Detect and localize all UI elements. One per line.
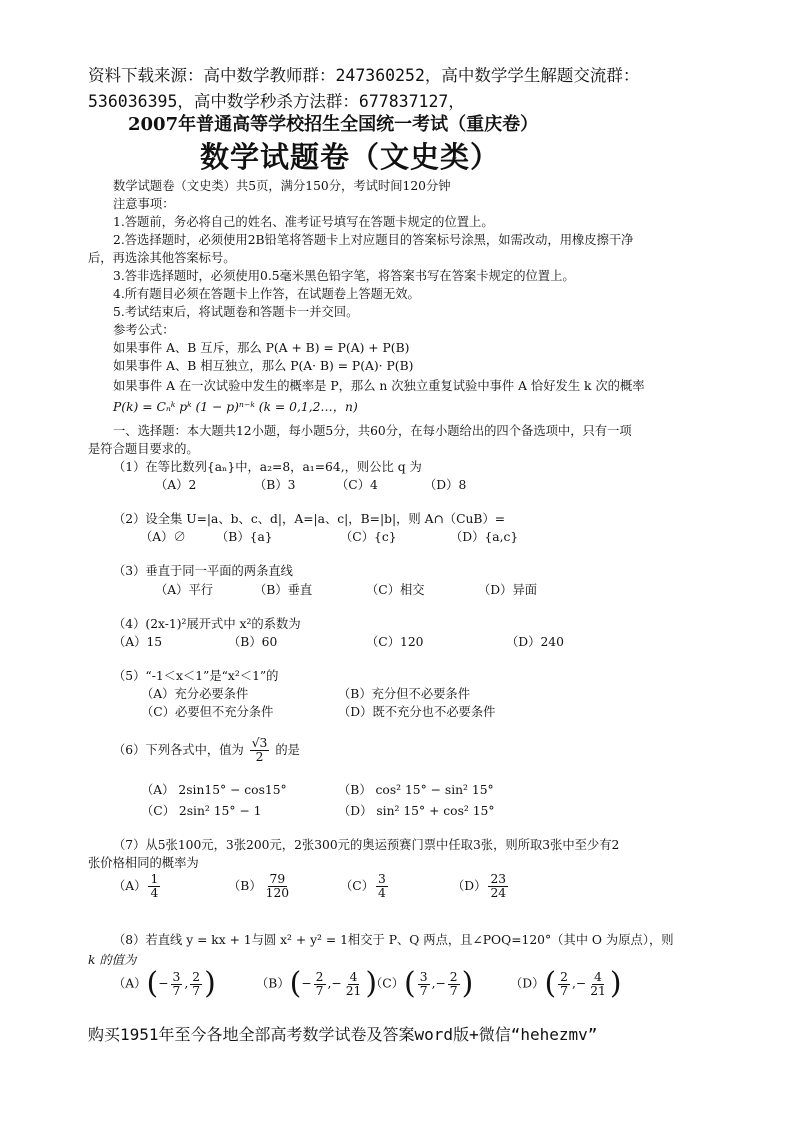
q5-option-d: （D）既不充分也不必要条件 xyxy=(338,705,496,719)
q8-b-comma: , xyxy=(327,976,332,991)
q6-frac-den: 2 xyxy=(255,749,264,764)
q8-a-comma: , xyxy=(184,976,189,991)
q7-c-num: 3 xyxy=(378,872,386,886)
q8-b2-num: 4 xyxy=(349,969,358,984)
q5-option-a: （A）充分必要条件 xyxy=(141,687,249,701)
q7-c-den: 4 xyxy=(378,885,386,900)
formula-title: 参考公式： xyxy=(113,323,175,337)
q8-c-label: （C） xyxy=(370,976,405,991)
q6-option-c: （C） 2sin² 15° − 1 xyxy=(141,804,262,818)
q4-option-c: （C）120 xyxy=(366,635,424,649)
q1-option-c: （C）4 xyxy=(336,478,378,492)
q7-d-den: 24 xyxy=(490,885,507,900)
q8-a2-den: 7 xyxy=(192,983,201,998)
q8-c-frac-1 xyxy=(418,971,430,998)
q8-a-label: （A） xyxy=(113,976,147,991)
q8-d1-den: 7 xyxy=(560,983,568,998)
q6-frac-num: √3 xyxy=(251,736,268,750)
q4-stem: （4）(2x-1)²展开式中 x²的系数为 xyxy=(113,617,301,631)
q2-option-c: （C）{c} xyxy=(340,530,397,544)
q8-c-frac-2 xyxy=(448,971,460,998)
exam-subtitle: 数学试题卷（文史类） xyxy=(200,140,501,174)
q7-d-num: 23 xyxy=(490,872,507,886)
q8-c-rparen: ) xyxy=(461,966,474,1001)
formula-4: P(k) = Cₙᵏ pᵏ (1 − p)ⁿ⁻ᵏ (k = 0,1,2…，n) xyxy=(113,400,358,414)
q8-c2-den: 7 xyxy=(449,983,458,998)
q4-option-d: （D）240 xyxy=(506,635,564,649)
q7-c-frac xyxy=(376,873,388,900)
q8-d-comma: , xyxy=(572,976,576,991)
q6-option-a: （A） 2sin15° − cos15° xyxy=(141,783,287,797)
q7-a-num: 1 xyxy=(150,872,159,886)
q4-option-b: （B）60 xyxy=(228,635,278,649)
q5-option-b: （B）充分但不必要条件 xyxy=(338,687,471,701)
q7-b-label: （B） xyxy=(228,878,262,893)
q5-stem: （5）“-1＜x＜1”是“x²＜1”的 xyxy=(113,669,279,683)
formula-1: 如果事件 A、B 互斥，那么 P(A + B) = P(A) + P(B) xyxy=(113,341,410,355)
q8-d2-num: 4 xyxy=(594,969,602,984)
q7-option-c xyxy=(340,873,390,900)
q7-d-label: （D） xyxy=(452,878,487,893)
q6-stem-pre: （6）下列各式中，值为 xyxy=(113,742,244,757)
q8-b-label: （B） xyxy=(256,976,290,991)
footer-ad: 购买1951年至今各地全部高考数学试卷及答案word版+微信“hehezmv” xyxy=(88,1025,598,1044)
q8-b-minus: − xyxy=(301,976,312,991)
q7-c-label: （C） xyxy=(340,878,375,893)
q8-a-rparen: ) xyxy=(204,966,216,1001)
header-line-1: 资料下载来源：高中数学教师群：247360252，高中数学学生解题交流群： xyxy=(88,66,640,85)
q7-b-den: 120 xyxy=(265,885,290,900)
q7-b-frac xyxy=(264,873,291,900)
q7-line-1: （7）从5张100元，3张200元，2张300元的奥运预赛门票中任取3张，则所取3张中至少有2 xyxy=(113,838,620,852)
q7-d-frac xyxy=(488,873,508,900)
header-line-2: 536036395，高中数学秒杀方法群：677837127， xyxy=(88,92,465,111)
q2-option-a: （A）∅ xyxy=(140,530,186,544)
q8-c1-num: 3 xyxy=(419,969,428,984)
q6-fraction xyxy=(250,737,270,764)
q2-option-b: （B）{a} xyxy=(216,530,273,544)
q8-b-frac-1 xyxy=(314,971,326,998)
q7-option-a xyxy=(113,873,162,900)
q3-option-b: （B）垂直 xyxy=(254,583,313,597)
q8-option-b xyxy=(256,966,378,1001)
formula-3: 如果事件 A 在一次试验中发生的概率是 P，那么 n 次独立重复试验中事件 A 恰好发生 k 次的概率 xyxy=(113,379,645,393)
q8-line-1: （8）若直线 y = kx + 1与圆 x² + y² = 1相交于 P、Q 两点，且∠POQ=120°（其中 O 为原点），则 xyxy=(113,933,674,947)
q8-d1-num: 2 xyxy=(560,969,568,984)
note-4: 4.所有题目必须在答题卡上作答，在试题卷上答题无效。 xyxy=(113,287,420,301)
q7-option-b xyxy=(228,873,293,900)
q8-b-rparen: ) xyxy=(365,966,378,1001)
section-1-line-1: 一、选择题：本大题共12小题，每小题5分，共60分，在每小题给出的四个备选项中，只有一项 xyxy=(113,424,632,438)
q5-option-c: （C）必要但不充分条件 xyxy=(141,705,274,719)
q3-option-d: （D）异面 xyxy=(478,583,538,597)
note-2-cont: 后，再选涂其他答案标号。 xyxy=(88,251,236,265)
q8-line-2: k 的值为 xyxy=(88,953,137,967)
exam-info: 数学试题卷（文史类）共5页，满分150分，考试时间120分钟 xyxy=(113,179,451,193)
q8-a2-num: 2 xyxy=(192,969,201,984)
note-3: 3.答非选择题时，必须使用0.5毫米黑色铅字笔，将答案书写在答案卡规定的位置上。 xyxy=(113,269,575,283)
q8-b1-num: 2 xyxy=(315,969,324,984)
q8-d-frac-2 xyxy=(588,971,608,998)
q8-c-lparen: ( xyxy=(404,966,416,1001)
q8-d-label: （D） xyxy=(510,976,545,991)
q8-a-lparen: ( xyxy=(146,966,159,1001)
q7-option-d xyxy=(452,873,510,900)
q8-b1-den: 7 xyxy=(315,983,324,998)
q7-b-num: 79 xyxy=(269,872,286,886)
q7-a-frac xyxy=(148,873,160,900)
q8-a-minus: − xyxy=(158,976,169,991)
q7-a-den: 4 xyxy=(150,885,159,900)
q8-b-lparen: ( xyxy=(289,966,302,1001)
q8-option-a xyxy=(113,966,216,1001)
q6-option-b: （B） cos² 15° − sin² 15° xyxy=(338,783,494,797)
q8-d-lparen: ( xyxy=(544,966,557,1001)
formula-2: 如果事件 A、B 相互独立，那么 P(A· B) = P(A)· P(B) xyxy=(113,359,414,373)
q8-option-c xyxy=(370,966,474,1001)
note-5: 5.考试结束后，将试题卷和答题卡一并交回。 xyxy=(113,305,359,319)
q8-a-frac-1 xyxy=(171,971,183,998)
q8-option-d xyxy=(510,966,622,1001)
q8-c2-num: 2 xyxy=(449,969,458,984)
q2-stem: （2）设全集 U=|a、b、c、d|，A=|a、c|，B=|b|，则 A∩（CuB）= xyxy=(113,512,506,526)
q8-c-comma: , xyxy=(431,976,436,991)
q8-d-minus: − xyxy=(575,976,587,991)
q2-option-d: （D）{a,c} xyxy=(450,530,519,544)
q3-option-a: （A）平行 xyxy=(155,583,214,597)
q1-stem: （1）在等比数列{aₙ}中，a₂=8，a₁=64,，则公比 q 为 xyxy=(113,460,422,474)
q6-option-d: （D） sin² 15° + cos² 15° xyxy=(338,804,495,818)
q3-option-c: （C）相交 xyxy=(366,583,425,597)
q8-c1-den: 7 xyxy=(419,983,428,998)
q8-b2-den: 21 xyxy=(345,983,362,998)
q7-line-2: 张价格相同的概率为 xyxy=(88,856,199,870)
q8-a-frac-2 xyxy=(190,971,202,998)
q8-d-frac-1 xyxy=(558,971,570,998)
q3-stem: （3）垂直于同一平面的两条直线 xyxy=(113,564,293,578)
q8-b-frac-2 xyxy=(344,971,364,998)
q1-option-b: （B）3 xyxy=(254,478,296,492)
q8-b-minus-2: − xyxy=(331,976,342,991)
q8-a1-num: 3 xyxy=(172,969,181,984)
q8-d2-den: 21 xyxy=(590,983,606,998)
section-1-line-2: 是符合题目要求的。 xyxy=(88,442,199,456)
q6-stem-post: 的是 xyxy=(275,742,300,757)
q1-option-d: （D）8 xyxy=(424,478,467,492)
note-2: 2.答选择题时，必须使用2B铅笔将答题卡上对应题目的答案标号涂黑，如需改动，用橡皮擦干净 xyxy=(113,233,634,247)
q4-option-a: （A）15 xyxy=(113,635,163,649)
q8-d-rparen: ) xyxy=(609,966,622,1001)
exam-title: 2007年普通高等学校招生全国统一考试（重庆卷） xyxy=(128,114,539,135)
note-1: 1.答题前，务必将自己的姓名、准考证号填写在答题卡规定的位置上。 xyxy=(113,215,494,229)
q7-a-label: （A） xyxy=(113,878,147,893)
q8-a1-den: 7 xyxy=(172,983,181,998)
q6-stem xyxy=(113,737,300,764)
q8-c-minus: − xyxy=(435,976,446,991)
notes-title: 注意事项： xyxy=(113,197,175,211)
q1-option-a: （A）2 xyxy=(155,478,197,492)
